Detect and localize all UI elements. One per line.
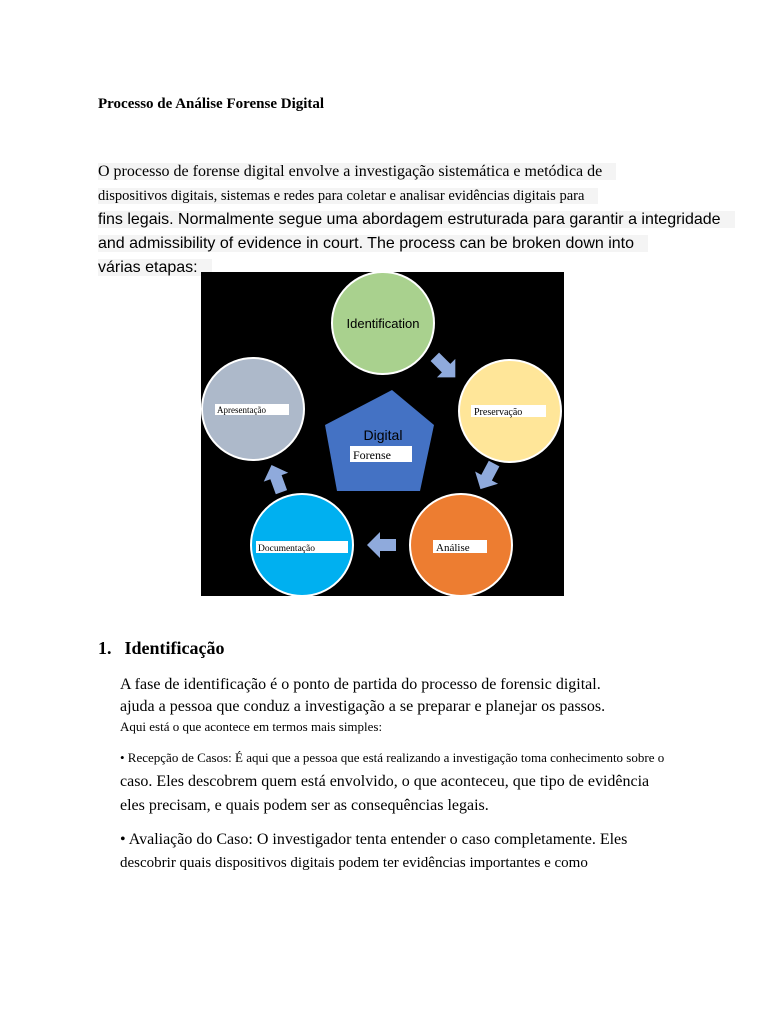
center-label-digital: Digital xyxy=(363,427,403,443)
intro-line: O processo de forense digital envolve a investigação sistemática e metódica de xyxy=(98,160,698,184)
intro-line: várias etapas: xyxy=(98,256,698,280)
stage-documentacao-label: Documentação xyxy=(258,544,315,554)
bullet-recepcao-line: caso. Eles descobrem quem está envolvido, o que aconteceu, que tipo de evidência xyxy=(120,773,650,790)
document-title: Processo de Análise Forense Digital xyxy=(98,96,325,112)
bullet-avaliacao-line: descobrir quais dispositivos digitais podem ter evidências importantes e como xyxy=(120,855,588,871)
body-line-small: Aqui está o que acontece em termos mais simples: xyxy=(120,719,383,734)
center-label-forense: Forense xyxy=(353,448,391,462)
intro-line: dispositivos digitais, sistemas e redes para coletar e analisar evidências digitais para xyxy=(98,184,698,208)
stage-preservacao-label: Preservação xyxy=(474,407,523,418)
section-body xyxy=(120,674,700,874)
bullet-avaliacao-line: • Avaliação do Caso: O investigador tenta entender o caso completamente. Eles xyxy=(120,831,628,848)
stage-identification-label: Identification xyxy=(346,316,420,331)
section-number: 1. xyxy=(98,638,112,658)
section-heading xyxy=(98,638,224,659)
intro-paragraph xyxy=(98,160,721,280)
stage-apresentacao-label: Apresentação xyxy=(217,405,266,415)
body-line: ajuda a pessoa que conduz a investigação a se preparar e planejar os passos. xyxy=(120,698,606,715)
stage-analise-label: Análise xyxy=(436,542,470,554)
bullet-recepcao-line: eles precisam, e quais podem ser as consequências legais. xyxy=(120,797,489,814)
body-line: A fase de identificação é o ponto de partida do processo de forensic digital. xyxy=(120,676,601,693)
intro-line: fins legais. Normalmente segue uma abordagem estruturada para garantir a integridade xyxy=(98,208,698,232)
section-title: Identificação xyxy=(124,638,225,658)
forensic-cycle-diagram xyxy=(201,272,564,596)
bullet-recepcao-first-line: • Recepção de Casos: É aqui que a pessoa que está realizando a investigação toma conhecimento sobre o xyxy=(120,750,665,765)
intro-line: and admissibility of evidence in court. The process can be broken down into xyxy=(98,232,698,256)
